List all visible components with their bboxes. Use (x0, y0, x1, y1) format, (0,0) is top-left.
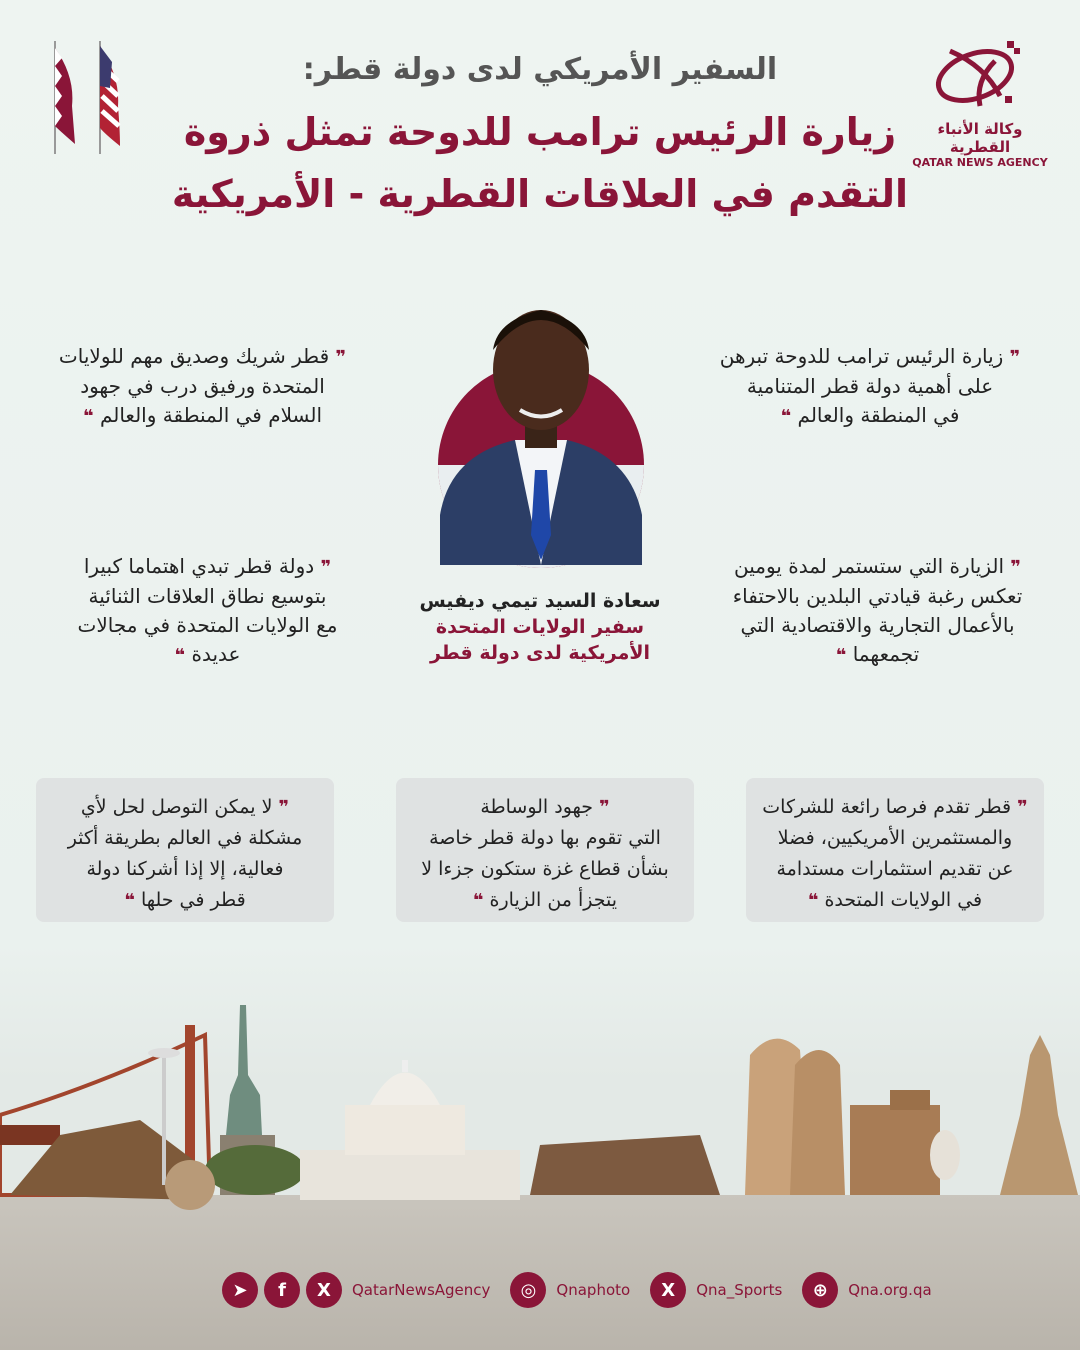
card-line: مشكلة في العالم بطريقة أكثر (67, 827, 303, 849)
card-line: قطر تقدم فرصا رائعة للشركات (762, 796, 1012, 818)
x-icon[interactable]: X (650, 1272, 686, 1308)
quote-top-right (700, 342, 1040, 431)
card-line: بشأن قطاع غزة ستكون جزءا لا (421, 858, 669, 880)
quote-open-icon: ❞ (1009, 347, 1021, 368)
ambassador-caption (400, 588, 680, 666)
quote-close-icon: ❝ (780, 406, 792, 427)
social-footer (222, 1272, 946, 1308)
ambassador-name: سعادة السيد تيمي ديفيس (419, 590, 661, 612)
flags-icon (30, 36, 130, 156)
card-line: قطر في حلها (140, 889, 246, 911)
quote-line: تجمعهما (852, 642, 920, 666)
card-line: جهود الوساطة (480, 796, 594, 818)
card-line: والمستثمرين الأمريكيين، فضلا (777, 827, 1013, 849)
x-icon[interactable]: X (306, 1272, 342, 1308)
quote-open-icon: ❞ (1010, 557, 1021, 578)
quote-open-icon: ❞ (278, 797, 290, 818)
card-line: عن تقديم استثمارات مستدامة (776, 858, 1014, 880)
card-mediation (396, 778, 694, 922)
quote-line: قطر شريك وصديق مهم للولايات (58, 344, 330, 368)
website-link[interactable]: Qna.org.qa (848, 1281, 932, 1299)
quote-line: عديدة (191, 642, 241, 666)
quote-line: السلام في المنطقة والعالم (99, 403, 322, 427)
quote-close-icon: ❝ (83, 406, 94, 427)
quote-close-icon: ❝ (835, 645, 847, 666)
logo-english: QATAR NEWS AGENCY (912, 156, 1048, 169)
card-line: في الولايات المتحدة (824, 889, 983, 911)
quote-line: مع الولايات المتحدة في مجالات (77, 613, 338, 637)
quote-open-icon: ❞ (599, 797, 610, 818)
telegram-icon[interactable]: ➤ (222, 1272, 258, 1308)
instagram-icon[interactable]: ◎ (510, 1272, 546, 1308)
card-line: لا يمكن التوصل لحل لأي (80, 796, 273, 818)
quote-mid-left (40, 552, 375, 670)
globe-icon[interactable]: ⊕ (802, 1272, 838, 1308)
quote-line: دولة قطر تبدي اهتماما كبيرا (83, 554, 315, 578)
headline-line-2: التقدم في العلاقات القطرية - الأمريكية (171, 172, 909, 216)
handle-qna-sports[interactable]: Qna_Sports (696, 1281, 783, 1299)
quote-open-icon: ❞ (335, 347, 347, 368)
card-solutions (36, 778, 334, 922)
headline-line-1: زيارة الرئيس ترامب للدوحة تمثل ذروة (183, 110, 897, 154)
quote-line: المتحدة ورفيق درب في جهود (80, 374, 325, 398)
quote-line: بالأعمال التجارية والاقتصادية التي (740, 613, 1015, 637)
quote-line: الزيارة التي ستستمر لمدة يومين (734, 554, 1005, 578)
quote-line: على أهمية دولة قطر المتنامية (746, 374, 994, 398)
quote-top-left (35, 342, 370, 431)
quote-close-icon: ❝ (807, 890, 819, 911)
quote-open-icon: ❞ (320, 557, 332, 578)
qna-logo-icon (925, 36, 1035, 116)
quote-line: زيارة الرئيس ترامب للدوحة تبرهن (719, 344, 1004, 368)
quote-close-icon: ❝ (174, 645, 186, 666)
quote-close-icon: ❝ (124, 890, 135, 911)
subtitle: السفير الأمريكي لدى دولة قطر: (302, 52, 778, 87)
quote-line: تعكس رغبة قيادتي البلدين بالاحتفاء (732, 584, 1023, 608)
card-line: يتجزأ من الزيارة (489, 889, 618, 911)
skyline-illustration (0, 995, 1080, 1215)
ambassador-title-2: الأمريكية لدى دولة قطر (429, 642, 651, 664)
ambassador-title-1: سفير الولايات المتحدة (435, 616, 645, 638)
qna-logo (905, 36, 1055, 169)
handle-qatarnewsagency[interactable]: QatarNewsAgency (352, 1281, 491, 1299)
quote-mid-right (705, 552, 1050, 670)
card-line: التي تقوم بها دولة قطر خاصة (429, 827, 661, 849)
ambassador-portrait (435, 295, 647, 570)
card-investment (746, 778, 1044, 922)
quote-line: بتوسيع نطاق العلاقات الثنائية (88, 584, 327, 608)
quote-close-icon: ❝ (472, 890, 484, 911)
card-line: فعالية، إلا إذا أشركنا دولة (86, 858, 284, 880)
handle-qnaphoto[interactable]: Qnaphoto (556, 1281, 631, 1299)
quote-line: في المنطقة والعالم (797, 403, 960, 427)
logo-arabic: وكالة الأنباء القطرية (937, 120, 1023, 156)
facebook-icon[interactable]: f (264, 1272, 300, 1308)
quote-open-icon: ❞ (1017, 797, 1028, 818)
